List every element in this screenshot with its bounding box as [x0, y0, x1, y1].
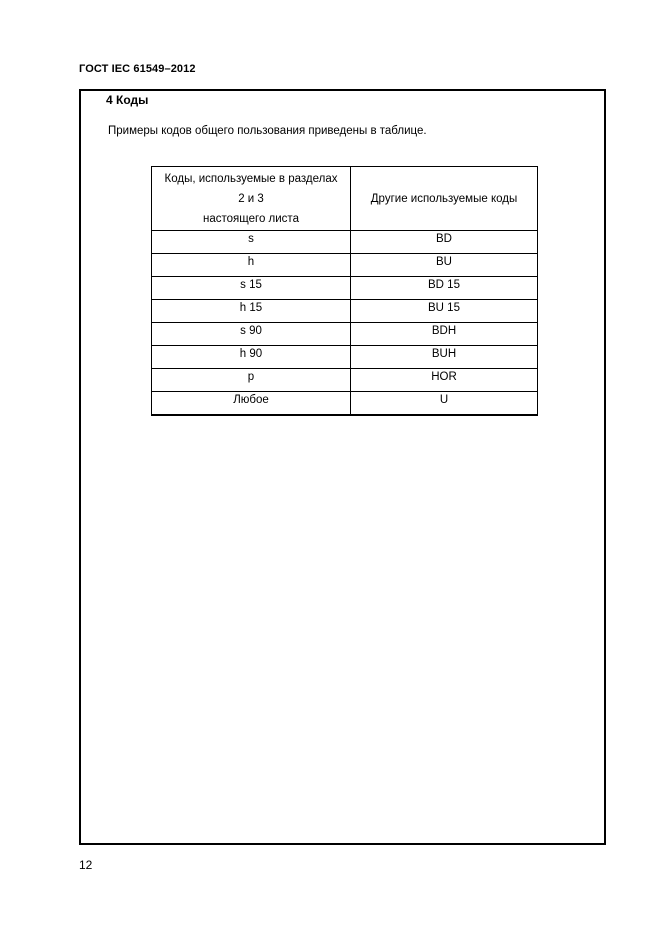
- table-cell: h: [152, 254, 351, 277]
- table-row: [152, 369, 538, 392]
- table-row: [152, 392, 538, 416]
- table-cell: BUH: [351, 346, 538, 369]
- table-cell: BU: [351, 254, 538, 277]
- table-cell: BD 15: [351, 277, 538, 300]
- table-cell: Любое: [152, 392, 351, 416]
- table-cell: h 90: [152, 346, 351, 369]
- table-row: [152, 254, 538, 277]
- table-row: [152, 277, 538, 300]
- page-number: 12: [79, 858, 93, 872]
- table-cell: s 15: [152, 277, 351, 300]
- section-title: 4 Коды: [106, 93, 149, 107]
- intro-text: Примеры кодов общего пользования приведены в таблице.: [108, 125, 427, 137]
- table-cell: U: [351, 392, 538, 416]
- page-frame: [79, 89, 606, 845]
- table-cell: s 90: [152, 323, 351, 346]
- table-cell: BD: [351, 231, 538, 254]
- table-cell: BDH: [351, 323, 538, 346]
- table-cell: p: [152, 369, 351, 392]
- table-row: [152, 323, 538, 346]
- table-cell: BU 15: [351, 300, 538, 323]
- table-row: [152, 231, 538, 254]
- table-row: [152, 346, 538, 369]
- header-line: настоящего листа: [203, 212, 299, 225]
- codes-table: [151, 166, 538, 416]
- table-header-row: [152, 167, 538, 231]
- header-cell-other-codes: Другие используемые коды: [351, 167, 538, 231]
- header-line: Коды, используемые в разделах: [164, 172, 338, 185]
- table-cell: s: [152, 231, 351, 254]
- table-cell: h 15: [152, 300, 351, 323]
- header-cell-codes-in-sections: [152, 167, 351, 231]
- document-header: ГОСТ IEC 61549–2012: [79, 63, 196, 75]
- header-line: 2 и 3: [238, 192, 264, 205]
- table-row: [152, 300, 538, 323]
- table-cell: HOR: [351, 369, 538, 392]
